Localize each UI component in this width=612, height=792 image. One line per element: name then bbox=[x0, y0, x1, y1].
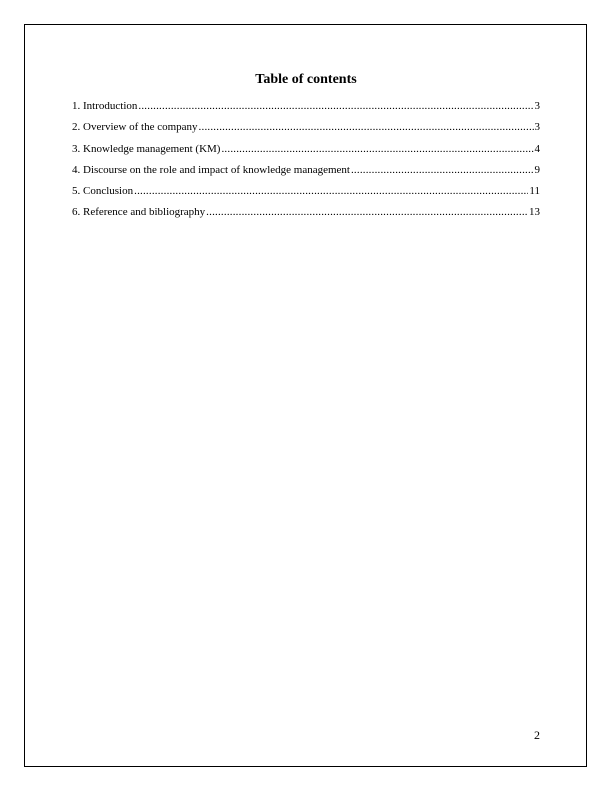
toc-entry-label: 5. Conclusion bbox=[72, 185, 134, 198]
toc-entry-label: 3. Knowledge management (KM) bbox=[72, 142, 221, 155]
toc-entry-page: 3 bbox=[534, 121, 540, 134]
toc-entry-overview[interactable] bbox=[72, 120, 540, 141]
toc-entry-page: 13 bbox=[529, 206, 540, 219]
toc-title: Table of contents bbox=[255, 72, 357, 87]
toc-entry-page: 3 bbox=[534, 100, 540, 112]
toc-entry-page: 9 bbox=[534, 163, 540, 176]
toc-dot-leader bbox=[199, 120, 534, 134]
toc-entry-label: 4. Discourse on the role and impact of knowledge management bbox=[72, 163, 350, 176]
toc-entry-page: 11 bbox=[529, 185, 540, 198]
toc-entry-discourse[interactable] bbox=[72, 163, 540, 184]
toc-entry-label: 6. Reference and bibliography bbox=[72, 206, 206, 219]
toc-dot-leader bbox=[351, 163, 534, 177]
page-number: 2 bbox=[534, 728, 540, 742]
toc-entry-label: 2. Overview of the company bbox=[72, 121, 198, 134]
toc-entry-knowledge-management[interactable] bbox=[72, 142, 540, 163]
toc-dot-leader bbox=[206, 205, 528, 219]
toc-entry-introduction[interactable] bbox=[72, 99, 540, 120]
toc-dot-leader bbox=[221, 142, 533, 156]
toc-entry-label: 1. Introduction bbox=[72, 100, 138, 112]
toc-entry-references[interactable] bbox=[72, 205, 540, 226]
toc-entry-conclusion[interactable] bbox=[72, 184, 540, 205]
toc-entry-page: 4 bbox=[534, 142, 540, 155]
toc-dot-leader bbox=[138, 99, 533, 113]
toc-dot-leader bbox=[134, 184, 528, 198]
toc-list bbox=[72, 99, 540, 227]
